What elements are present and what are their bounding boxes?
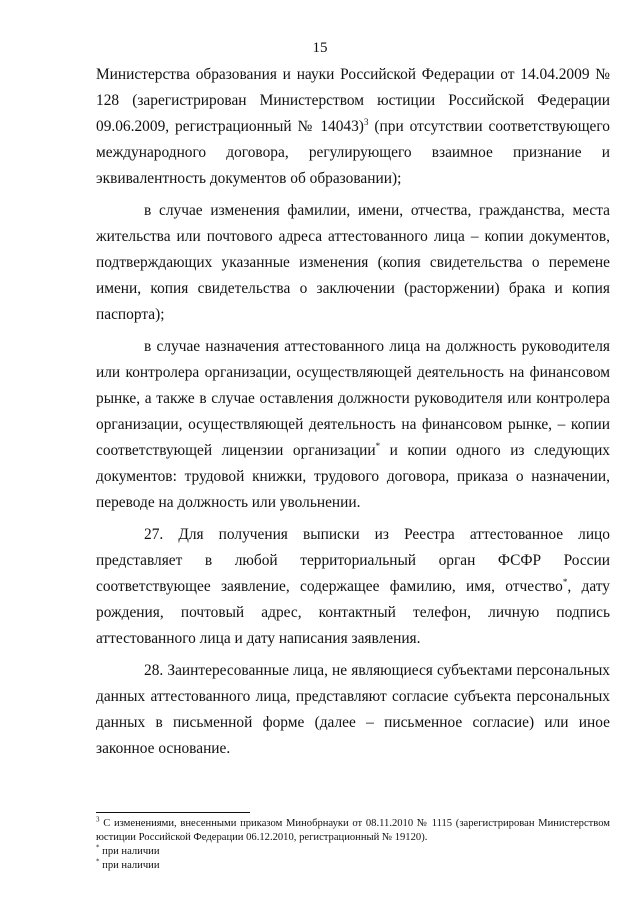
footnote-ref: 3 — [363, 116, 369, 127]
paragraph-text: , дату рождения, почтовый адрес, контактный телефон, личную подпись аттестованного лица и дату написания заявления. — [96, 578, 610, 647]
footnote-2 — [96, 845, 610, 859]
paragraph-28: 28. Заинтересованные лица, не являющиеся субъектами персональных данных аттестованного лица, представляют согласие субъекта персональных данных в письменной форме (далее – письменное согласие) или иное законное основание. — [96, 662, 610, 757]
paragraph-appointment — [96, 334, 610, 516]
paragraph-text: в случае назначения аттестованного лица на должность руководителя или контролера организации, осуществляющей деятельность на финансовом рынке, а также в случае оставления должности руководителя или контролера организации, осуществляющей деятельность на финансовом рынке, – копии соответствующей лицензии организации — [96, 338, 610, 459]
footnote-divider — [96, 812, 250, 813]
paragraph-text: Министерства образования и науки Российской Федерации от 14.04.2009 № 128 (зарегистрирован Министерством юстиции Российской Федерации 09.06.2009, регистрационный № 14043) — [96, 66, 610, 135]
footnotes — [96, 817, 610, 873]
footnote-ref: * — [375, 440, 381, 451]
paragraph-text: 27. Для получения выписки из Реестра аттестованное лицо представляет в любой территориальный орган ФСФР России соответствующее заявление, содержащее фамилию, имя, отчество — [96, 526, 610, 595]
paragraph-text: и копии одного из следующих документов: трудовой книжки, трудового договора, приказа о назначении, переводе на должность или увольнении. — [96, 442, 610, 511]
footnote-text: С изменениями, внесенными приказом Минобрнауки от 08.11.2010 № 1115 (зарегистрирован Министерством юстиции Российской Федерации 06.12.2010, регистрационный № 19120). — [96, 818, 610, 843]
paragraph-name-change: в случае изменения фамилии, имени, отчества, гражданства, места жительства или почтового адреса аттестованного лица – копии документов, подтверждающих указанные изменения (копия свидетельства о перемене имени, копия свидетельства о заключении (расторжении) брака и копия паспорта); — [96, 202, 610, 323]
footnote-text: при наличии — [99, 846, 160, 857]
footnote-3 — [96, 859, 610, 873]
footnote-mark: 3 — [96, 815, 100, 824]
page-number: 15 — [312, 40, 328, 56]
footnote-mark: * — [96, 843, 100, 852]
body-text — [96, 62, 610, 768]
paragraph-27 — [96, 522, 610, 652]
footnote-mark: * — [96, 857, 100, 866]
paragraph-education-ministry — [96, 62, 610, 192]
footnote-1 — [96, 817, 610, 845]
footnote-ref: * — [562, 576, 568, 587]
paragraph-text: (при отсутствии соответствующего международного договора, регулирующего взаимное признание и эквивалентность документов об образовании); — [96, 118, 610, 187]
footnote-text: при наличии — [99, 860, 160, 871]
